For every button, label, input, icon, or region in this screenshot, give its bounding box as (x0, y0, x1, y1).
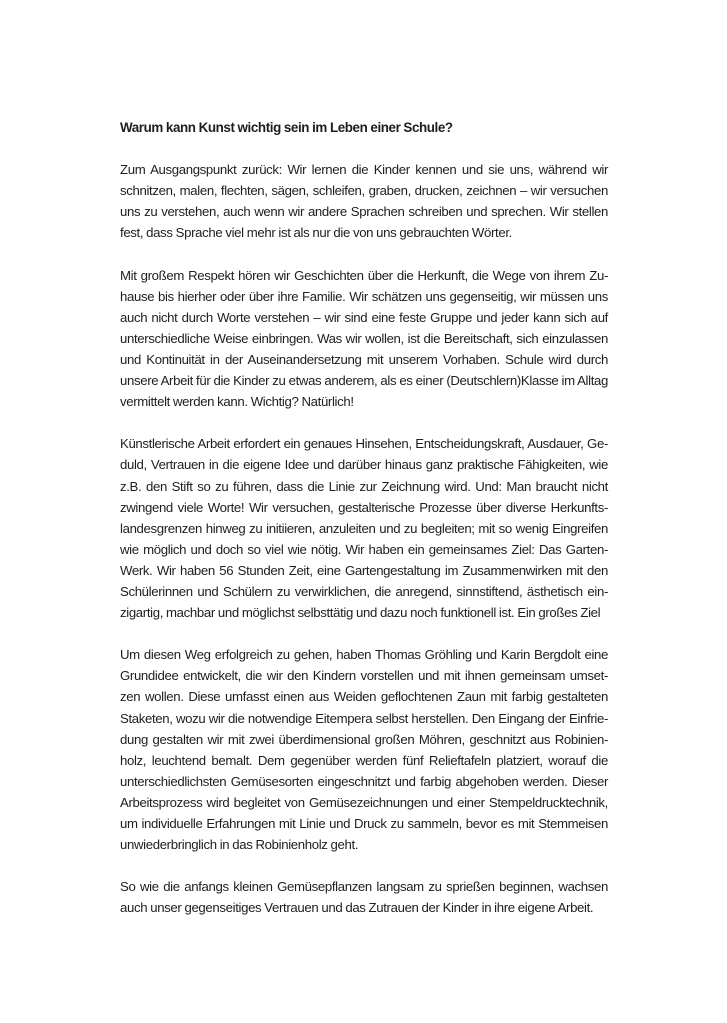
paragraph (120, 265, 608, 413)
text-line: z.B. den Stift so zu führen, dass die Linie zur Zeichnung wird. Und: Man braucht nicht (120, 478, 608, 494)
text-line: zwingend viele Worte! Wir versuchen, gestalterische Prozesse über diverse Herkunfts- (120, 499, 608, 515)
document-page (120, 117, 608, 940)
text-line: schnitzen, malen, flechten, sägen, schleifen, graben, drucken, zeichnen – wir versuchen (120, 183, 608, 199)
text-line: Grundidee entwickelt, die wir den Kindern vorstellen und mit ihnen gemeinsam umset- (120, 668, 608, 684)
text-line: auch unser gegenseitiges Vertrauen und das Zutrauen der Kinder in ihre eigene Arbeit. (120, 900, 594, 916)
document-title: Warum kann Kunst wichtig sein im Leben einer Schule? (120, 120, 453, 135)
text-line: auch nicht durch Worte verstehen – wir sind eine feste Gruppe und jeder kann sich auf (120, 309, 608, 325)
text-line: Künstlerische Arbeit erfordert ein genaues Hinsehen, Entscheidungskraft, Ausdauer, Ge- (120, 436, 608, 452)
text-line: Werk. Wir haben 56 Stunden Zeit, eine Gartengestaltung im Zusammenwirken mit den (120, 562, 608, 578)
text-line: zen wollen. Diese umfasst einen aus Weiden geflochtenen Zaun mit farbig gestalteten (120, 689, 608, 705)
text-line: unterschiedlichsten Gemüsesorten eingeschnitzt und farbig abgehoben werden. Dieser (120, 773, 608, 789)
text-line: uns zu verstehen, auch wenn wir andere Sprachen schreiben und sprechen. Wir stellen (120, 204, 608, 220)
text-line: So wie die anfangs kleinen Gemüsepflanzen langsam zu sprießen beginnen, wachsen (120, 879, 608, 895)
text-line: vermittelt werden kann. Wichtig? Natürlich! (120, 394, 354, 410)
paragraph (120, 644, 608, 855)
text-line: unterschiedliche Weise einbringen. Was wir wollen, ist die Bereitschaft, sich einzulassen (120, 330, 608, 346)
text-line: holz, leuchtend bemalt. Dem gegenüber werden fünf Relieftafeln platziert, worauf die (120, 752, 608, 768)
text-line: und Kontinuität in der Auseinandersetzung mit unserem Vorhaben. Schule wird durch (120, 351, 608, 367)
text-line: hause bis hierher oder über ihre Familie. Wir schätzen uns gegenseitig, wir müssen uns (120, 288, 608, 304)
text-line: unsere Arbeit für die Kinder zu etwas anderem, als es einer (Deutschlern)Klasse im Alltag (120, 373, 608, 389)
text-line: dung gestalten wir mit zwei überdimensional großen Möhren, geschnitzt aus Robinien- (120, 731, 608, 747)
paragraph (120, 876, 608, 918)
text-line: Zum Ausgangspunkt zurück: Wir lernen die Kinder kennen und sie uns, während wir (120, 162, 608, 178)
text-line: unwiederbringlich in das Robinienholz geht. (120, 837, 359, 853)
text-line: Um diesen Weg erfolgreich zu gehen, haben Thomas Gröhling und Karin Bergdolt eine (120, 647, 608, 663)
text-line: duld, Vertrauen in die eigene Idee und darüber hinaus ganz praktische Fähigkeiten, wie (120, 457, 608, 473)
text-line: zigartig, machbar und möglichst selbsttätig und dazu noch funktionell ist. Ein großes Ziel (120, 605, 601, 621)
text-line: Schülerinnen und Schülern zu verwirklichen, die anregend, sinnstiftend, ästhetisch ein- (120, 583, 608, 599)
text-line: Staketen, wozu wir die notwendige Eitempera selbst herstellen. Den Eingang der Einfrie- (120, 710, 608, 726)
document-body (120, 159, 608, 918)
paragraph (120, 433, 608, 623)
text-line: fest, dass Sprache viel mehr ist als nur die von uns gebrauchten Wörter. (120, 225, 512, 241)
text-line: wie möglich und doch so viel wie nötig. Wir haben ein gemeinsames Ziel: Das Garten- (120, 541, 608, 557)
paragraph (120, 159, 608, 243)
text-line: Arbeitsprozess wird begleitet von Gemüsezeichnungen und einer Stempeldrucktechnik, (120, 794, 608, 810)
text-line: Mit großem Respekt hören wir Geschichten über die Herkunft, die Wege von ihrem Zu- (120, 267, 608, 283)
text-line: um individuelle Erfahrungen mit Linie und Druck zu sammeln, bevor es mit Stemmeisen (120, 816, 608, 831)
text-line: landesgrenzen hinweg zu initiieren, anzuleiten und zu begleiten; mit so wenig Eingreifen (120, 520, 608, 536)
